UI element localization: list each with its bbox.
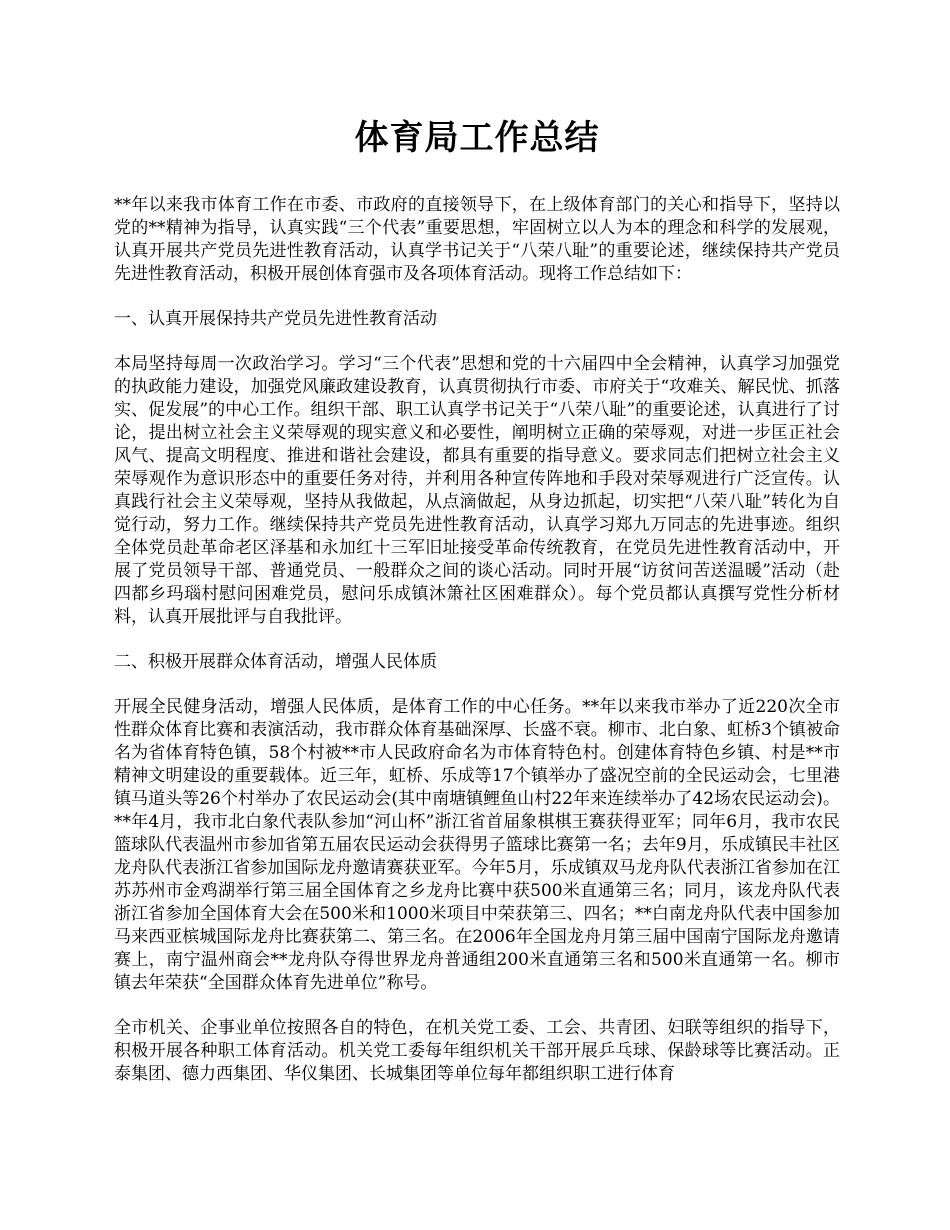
section-2-paragraph-2: 全市机关、企事业单位按照各自的特色，在机关党工委、工会、共青团、妇联等组织的指导下，积极开展各种职工体育活动。机关党工委每年组织机关干部开展乒乓球、保龄球等比赛活动。正泰集团、德力西集团、华仪集团、长城集团等单位每年都组织职工进行体育: [114, 1018, 840, 1084]
document-title: 体育局工作总结: [354, 118, 600, 158]
section-1-paragraph: 本局坚持每周一次政治学习。学习“三个代表”思想和党的十六届四中全会精神，认真学习加强党的执政能力建设，加强党风廉政建设教育，认真贯彻执行市委、市府关于“攻难关、解民忧、抓落实、促发展”的中心工作。组织干部、职工认真学书记关于“八荣八耻”的重要论述，认真进行了讨论，提出树立社会主义荣辱观的现实意义和必要性，阐明树立正确的荣辱观，对进一步匡正社会风气、提高文明程度、推进和谐社会建设，都具有重要的指导意义。要求同志们把树立社会主义荣辱观作为意识形态中的重要任务对待，并利用各种宣传阵地和手段对荣辱观进行广泛宣传。认真践行社会主义荣辱观，坚持从我做起，从点滴做起，从身边抓起，切实把“八荣八耻”转化为自觉行动，努力工作。继续保持共产党员先进性教育活动，认真学习郑九万同志的先进事迹。组织全体党员赴革命老区泽基和永加红十三军旧址接受革命传统教育，在党员先进性教育活动中，开展了党员领导干部、普通党员、一般群众之间的谈心活动。同时开展“访贫问苦送温暖”活动（赴四都乡玛瑙村慰问困难党员，慰问乐成镇沐箫社区困难群众）。每个党员都认真撰写党性分析材料，认真开展批评与自我批评。: [114, 354, 840, 627]
intro-paragraph: **年以来我市体育工作在市委、市政府的直接领导下，在上级体育部门的关心和指导下，坚持以党的**精神为指导，认真实践“三个代表”重要思想，牢固树立以人为本的理念和科学的发展观，认真开展共产党员先进性教育活动，认真学书记关于“八荣八耻”的重要论述，继续保持共产党员先进性教育活动，积极开展创体育强市及各项体育活动。现将工作总结如下：: [114, 195, 840, 284]
section-2-heading: 二、积极开展群众体育活动，增强人民体质: [114, 652, 437, 672]
section-1-heading: 一、认真开展保持共产党员先进性教育活动: [114, 309, 437, 329]
section-2-paragraph-1: 开展全民健身活动，增强人民体质，是体育工作的中心任务。**年以来我市举办了近220次全市性群众体育比赛和表演活动，我市群众体育基础深厚、长盛不衰。柳市、北白象、虹桥3个镇被命名为省体育特色镇，58个村被**市人民政府命名为市体育特色村。创建体育特色乡镇、村是**市精神文明建设的重要载体。近三年，虹桥、乐成等17个镇举办了盛况空前的全民运动会，七里港镇马道头等26个村举办了农民运动会(其中南塘镇鲤鱼山村22年来连续举办了42场农民运动会)。**年4月，我市北白象代表队参加“河山杯”浙江省首届象棋棋王赛获得亚军；同年6月，我市农民篮球队代表温州市参加省第五届农民运动会获得男子篮球比赛第一名；去年9月，乐成镇民丰社区龙舟队代表浙江省参加国际龙舟邀请赛获亚军。今年5月，乐成镇双马龙舟队代表浙江省参加在江苏苏州市金鸡湖举行第三届全国体育之乡龙舟比赛中获500米直通第三名；同月，该龙舟队代表浙江省参加全国体育大会在500米和1000米项目中荣获第三、四名；**白南龙舟队代表中国参加马来西亚槟城国际龙舟比赛获第二、第三名。在2006年全国龙舟月第三届中国南宁国际龙舟邀请赛上，南宁温州商会**龙舟队夺得世界龙舟普通组200米直通第三名和500米直通第一名。柳市镇去年荣获“全国群众体育先进单位”称号。: [114, 697, 840, 993]
document-page: [114, 112, 840, 1108]
